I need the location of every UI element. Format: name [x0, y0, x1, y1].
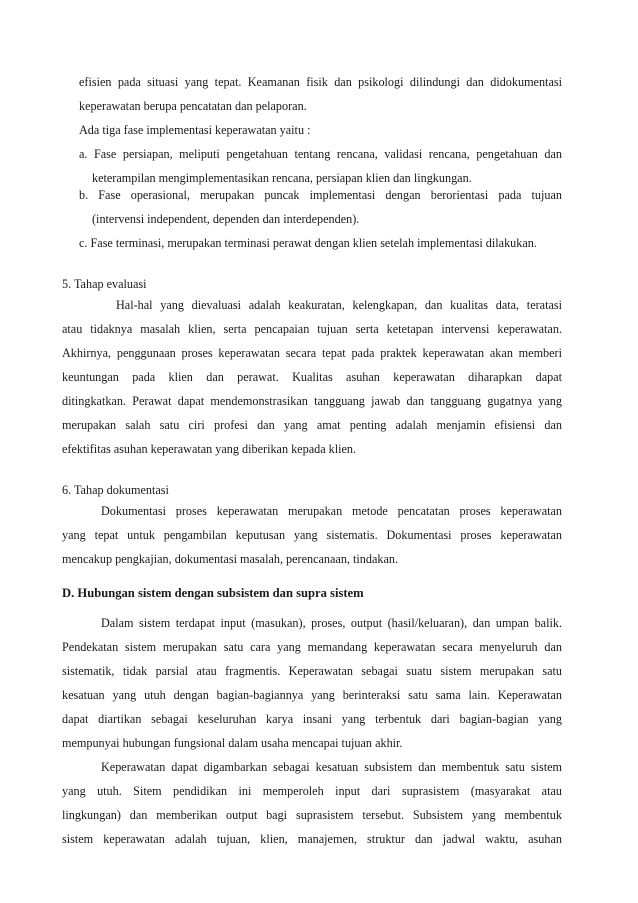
paragraph-line: Dokumentasi proses keperawatan merupakan metode pencatatan proses keperawatan: [101, 504, 562, 518]
paragraph-line: sistem keperawatan adalah tujuan, klien, manajemen, struktur dan jadwal waktu, asuhan: [62, 832, 562, 846]
paragraph-line: efisien pada situasi yang tepat. Keamanan fisik dan psikologi dilindungi dan didokumentasi: [79, 75, 562, 89]
paragraph-line: keperawatan berupa pencatatan dan pelaporan.: [79, 99, 307, 113]
paragraph-line: Hal-hal yang dievaluasi adalah keakuratan, kelengkapan, dan kualitas data, teratasi: [116, 298, 562, 312]
list-item-c: c. Fase terminasi, merupakan terminasi perawat dengan klien setelah implementasi dilakukan.: [79, 236, 537, 250]
paragraph-line: mencakup pengkajian, dokumentasi masalah, perencanaan, tindakan.: [62, 552, 399, 566]
paragraph-line: atau tidaknya masalah klien, serta pencapaian tujuan serta ketetapan intervensi keperawatan.: [62, 322, 562, 336]
list-item-b-continuation: (intervensi independent, dependen dan interdependen).: [92, 212, 360, 226]
paragraph-line: mempunyai hubungan fungsional dalam usaha mencapai tujuan akhir.: [62, 736, 403, 750]
list-item-a-continuation: keterampilan mengimplementasikan rencana, persiapan klien dan lingkungan.: [92, 171, 472, 185]
section-heading-dokumentasi: 6. Tahap dokumentasi: [62, 483, 169, 497]
paragraph-line: efektifitas asuhan keperawatan yang diberikan kepada klien.: [62, 442, 357, 456]
paragraph-line: yang tepat untuk pengambilan keputusan yang sistematis. Dokumentasi proses keperawatan: [62, 528, 562, 542]
paragraph-line: Ada tiga fase implementasi keperawatan yaitu :: [79, 123, 311, 137]
paragraph-line: merupakan salah satu ciri profesi dan yang amat penting adalah menjamin efisiensi dan: [62, 418, 562, 432]
paragraph-line: kesatuan yang utuh dengan bagian-bagiannya yang berinteraksi satu sama lain. Keperawatan: [62, 688, 562, 702]
list-item-b: b. Fase operasional, merupakan puncak implementasi dengan berorientasi pada tujuan: [79, 188, 562, 202]
paragraph-line: Pendekatan sistem merupakan satu cara yang memandang keperawatan secara menyeluruh dan: [62, 640, 562, 654]
list-item-a: a. Fase persiapan, meliputi pengetahuan tentang rencana, validasi rencana, pengetahuan dan: [79, 147, 562, 161]
paragraph-line: keuntungan pada klien dan perawat. Kualitas asuhan keperawatan diharapkan dapat: [62, 370, 562, 384]
section-heading-evaluasi: 5. Tahap evaluasi: [62, 277, 147, 291]
paragraph-line: Dalam sistem terdapat input (masukan), proses, output (hasil/keluaran), dan umpan balik.: [101, 616, 562, 630]
paragraph-line: dapat diartikan sebagai keseluruhan karya insani yang terbentuk dari bagian-bagian yang: [62, 712, 562, 726]
paragraph-line: lingkungan) dan memberikan output bagi suprasistem tersebut. Subsistem yang membentuk: [62, 808, 562, 822]
paragraph-line: ditingkatkan. Perawat dapat mendemonstrasikan tangguang jawab dan tangguang gugatnya yang: [62, 394, 562, 408]
paragraph-line: Akhirnya, penggunaan proses keperawatan secara tepat pada praktek keperawatan akan memberi: [62, 346, 562, 360]
paragraph-line: sistematik, tidak parsial atau fragmentis. Keperawatan sebagai suatu sistem merupakan satu: [62, 664, 562, 678]
paragraph-line: yang utuh. Sitem pendidikan ini memperoleh input dari suprasistem (masyarakat atau: [62, 784, 562, 798]
paragraph-line: Keperawatan dapat digambarkan sebagai kesatuan subsistem dan membentuk satu sistem: [101, 760, 562, 774]
section-heading-hubungan: D. Hubungan sistem dengan subsistem dan supra sistem: [62, 586, 364, 600]
